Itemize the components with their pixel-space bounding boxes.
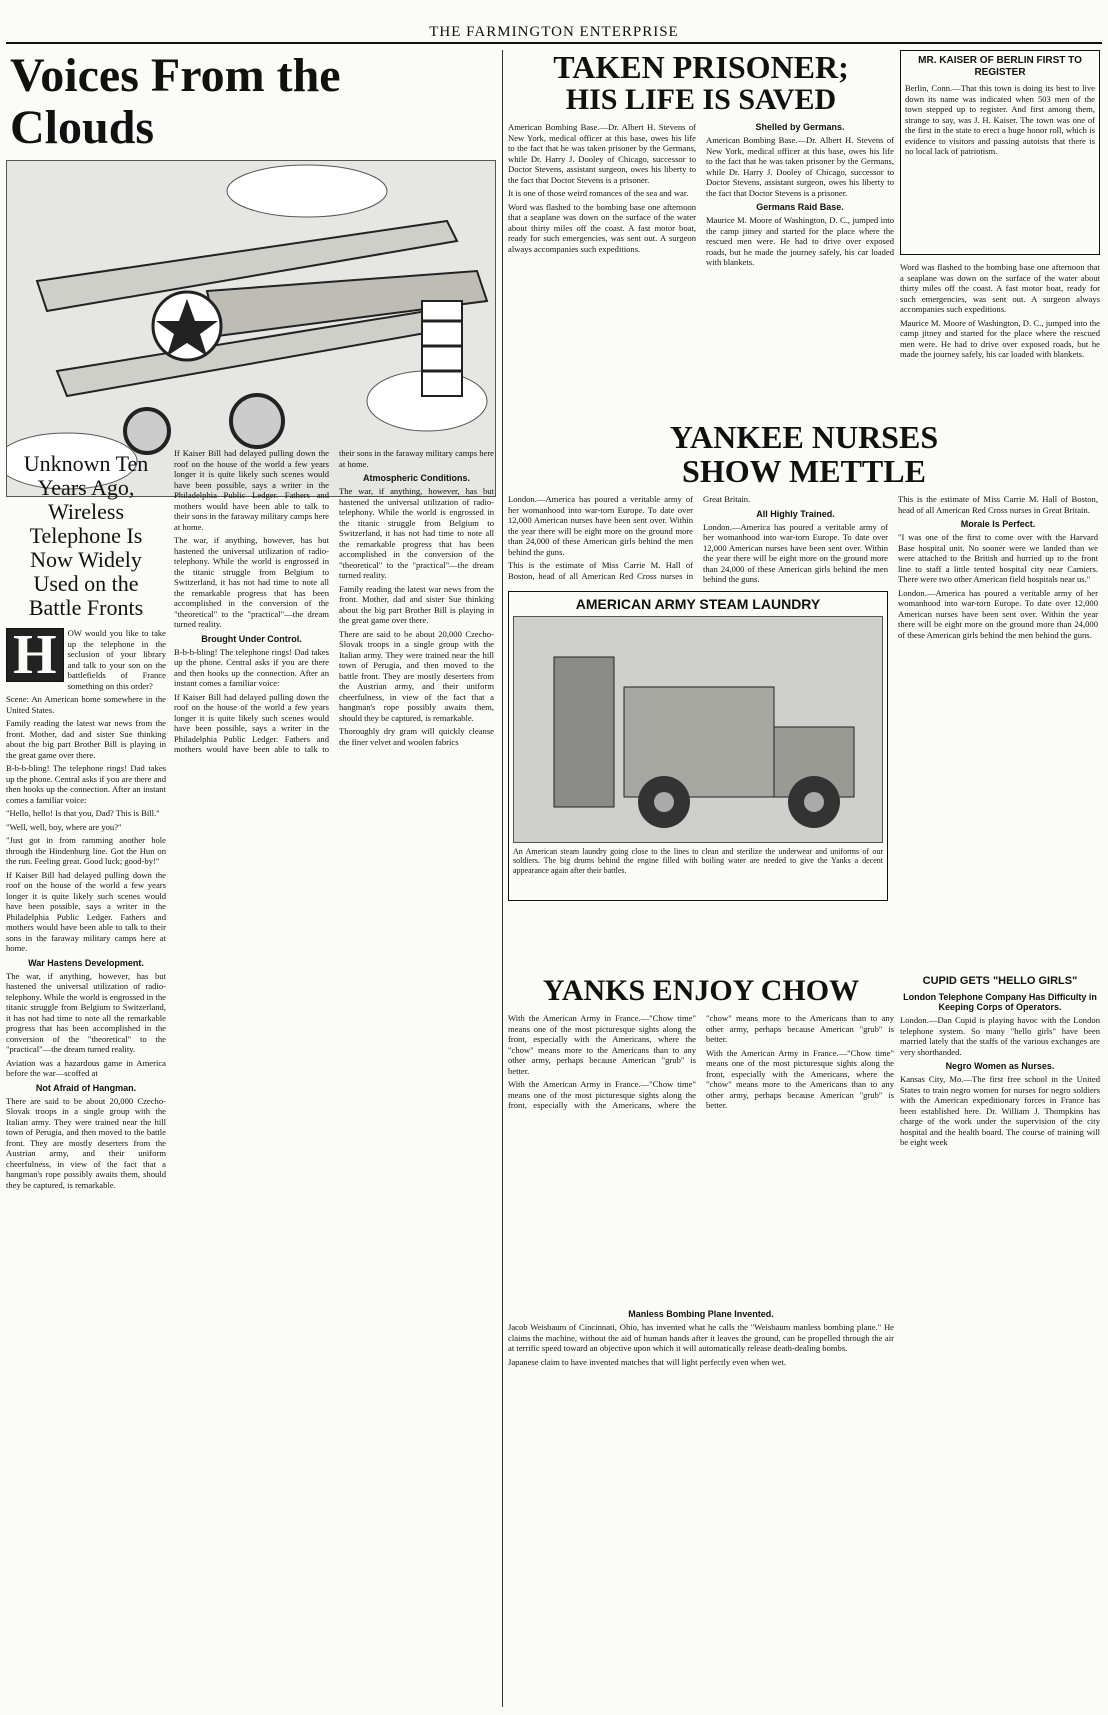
- voices-para: Family reading the latest war news from the front. Mother, dad and sister Sue thinking about the big part Brother Bill is playing in the great game over there.: [6, 718, 166, 760]
- prisoner-headline: TAKEN PRISONER;: [553, 50, 849, 85]
- cupid-deck: London Telephone Company Has Difficulty in Keeping Corps of Operators.: [903, 992, 1097, 1012]
- bomb-article: [508, 1305, 894, 1710]
- voices-para: The war, if anything, however, has but hastened the universal utilization of radio-telephony. While the world is engrossed in the titanic struggle from Belgium to Switzerland, it has not had time to note all the remarkable progress that has been accomplished in the conversion of the "theoretical" to the "practical"—the dream turned reality.: [6, 970, 166, 1054]
- voices-para: "Just got in from ramming another hole through the Hindenburg line. Got the Hun on the run. Feeling great. Good luck; good-by!": [6, 835, 166, 866]
- nurses-subhead: Morale Is Perfect.: [960, 519, 1036, 529]
- voices-para: There are said to be about 20,000 Czecho-Slovak troops in a single group with the Italian army. They were trained near the hill town of Perugia, and then moved to the battle front. They are mostly deserters from the Austrian army, and their uniform cheerfulness, in view of the fact that a hangman's rope possibly awaits them, should they be captured, is remarkable.: [339, 628, 494, 723]
- cupid-text-2: Kansas City, Mo.—The first free school in the United States to train negro women for nurses for negro soldiers with the American expeditionary forces in France has been established here. Dr. William J. Thompkins has charge of the work under the supervision of the city hospital and the health board. The course of training will be eight week: [900, 1074, 1100, 1147]
- prisoner-para: American Bombing Base.—Dr. Albert H. Stevens of New York, medical officer at this base, owes his life to the fact that he was taken prisoner by the Germans, while Dr. Harry J. Dooley of Chicago, successor to Doctor Stevens, assistant surgeon, owes his liberty to the fact that Doctor Stevens is a prisoner.: [706, 135, 894, 198]
- voices-left-column: [6, 448, 166, 1193]
- voices-right-columns: [174, 448, 494, 1709]
- masthead: [0, 0, 1108, 46]
- cupid-text: London.—Dan Cupid is playing havoc with the London telephone system. So many "hello girls" have been married lately that the staffs of the various exchanges are very shorthanded.: [900, 1015, 1100, 1057]
- chow-text: With the American Army in France.—"Chow time" means one of the most picturesque sights along the front, especially with the Americans, where the "chow" means more to the Americans than to any other army, perhaps because American "grub" is better.: [508, 1013, 894, 1110]
- voices-headline: Voices From the Clouds: [10, 50, 341, 154]
- nurses-para: This is the estimate of Miss Carrie M. Hall of Boston, head of all American Red Cross nurses in Great Britain.: [898, 494, 1098, 515]
- nurses-headline-2: SHOW METTLE: [682, 453, 926, 489]
- voices-para: The war, if anything, however, has but hastened the universal utilization of radio-telephony. While the world is engrossed in the titanic struggle from Belgium to Switzerland, it has not had time to note all the remarkable progress that has been accomplished in the conversion of the "theoretical" to the "practical"—the dream turned reality.: [174, 535, 329, 629]
- nurses-para: London.—America has poured a veritable army of her womanhood into war-torn Europe. To date over 12,000 American nurses have been sent over. Within the year there will be eight more on the ground more than 24,000 of these American girls behind the men behind the guns.: [508, 494, 693, 557]
- prisoner-continued: [900, 262, 1100, 417]
- laundry-photo: [513, 616, 883, 843]
- masthead-rule: [6, 42, 1102, 44]
- kaiser-headline: MR. KAISER OF BERLIN FIRST TO REGISTER: [918, 55, 1082, 78]
- prisoner-para: Maurice M. Moore of Washington, D. C., jumped into the camp jitney and started for the place where the rescued men were. He had to drive over exposed roads, but he made the journey safely, his car loaded with blankets.: [706, 215, 894, 267]
- nurses-article: [508, 420, 1100, 975]
- voices-para: "Well, well, boy, where are you?": [6, 821, 122, 832]
- voices-para: If Kaiser Bill had delayed pulling down the roof on the house of the world a few years longer it is quite likely such scenes would have been possible, says a writer in the Philadelphia Public Ledger. Fathers and mothers would have been able to talk to their sons in the faraway military camps here at home.: [174, 448, 494, 754]
- voices-para: B-b-b-bling! The telephone rings! Dad takes up the phone. Central asks if you are there and then hooks up the connection. After an instant comes a familiar voice:: [6, 763, 166, 805]
- voices-subtitle: Unknown Ten Years Ago, Wireless Telephone Is Now Widely Used on the Battle Fronts: [23, 451, 149, 620]
- chow-text: With the American Army in France.—"Chow time" means one of the most picturesque sights along the front, especially with the Americans, where the "chow" means more to the Americans than to any other army, perhaps because American "grub" is better.: [706, 1047, 894, 1110]
- bomb-headline: Manless Bombing Plane Invented.: [628, 1309, 774, 1319]
- nurses-para: "I was one of the first to come over with the Harvard Base hospital unit. No sooner were we landed than we were attached to the British and hurried up to the front line to staff a little tented hospital city near Camiers. There were two other American field hospitals near us.": [898, 532, 1098, 584]
- biplane-icon: [7, 161, 495, 496]
- voices-subhead: Brought Under Control.: [201, 633, 302, 644]
- newspaper-title: THE FARMINGTON ENTERPRISE: [429, 24, 679, 40]
- laundry-box: [508, 591, 888, 901]
- cupid-headline: CUPID GETS "HELLO GIRLS": [922, 975, 1078, 987]
- bomb-text-2: Japanese claim to have invented matches that will light perfectly even when wet.: [508, 1356, 787, 1367]
- prisoner-para: It is one of those weird romances of the sea and war.: [508, 188, 689, 198]
- voices-para: "Hello, hello! Is that you, Dad? This is Bill.": [6, 808, 160, 818]
- voices-para: B-b-b-bling! The telephone rings! Dad takes up the phone. Central asks if you are there and then hooks up the connection. After an instant comes a familiar voice:: [174, 646, 329, 688]
- prisoner-subhead: Germans Raid Base.: [756, 202, 844, 212]
- voices-para: Aviation was a hazardous game in America before the war—scoffed at: [6, 1057, 166, 1078]
- column-rule: [502, 50, 503, 1707]
- voices-subhead: Atmospheric Conditions.: [362, 473, 470, 483]
- prisoner-headline-2: HIS LIFE IS SAVED: [565, 83, 837, 116]
- nurses-subhead: All Highly Trained.: [756, 508, 835, 519]
- chow-headline: YANKS ENJOY CHOW: [542, 975, 860, 1007]
- prisoner-para: Word was flashed to the bombing base one afternoon that a seaplane was down on the surface of the water about thirty miles off the coast. A fast motor boat, ready for such emergencies, was sent out. A surgeon always accompanies such expeditions.: [508, 201, 696, 254]
- voices-para: The war, if anything, however, has but hastened the universal utilization of radio-telephony. While the world is engrossed in the titanic struggle from Belgium to Switzerland, it has not had time to note all the remarkable progress that has been accomplished in the conversion of the "theoretical" to the "practical"—the dream turned reality.: [339, 486, 494, 580]
- voices-para: There are said to be about 20,000 Czecho-Slovak troops in a single group with the Italian army. They were trained near the hill town of Perugia, and then moved to the battle front. They are mostly deserters from the Austrian army, and their uniform cheerfulness, in view of the fact that a hangman's rope possibly awaits them, should they be captured, is remarkable.: [6, 1095, 166, 1190]
- kaiser-box: [900, 50, 1100, 255]
- voices-intro: OW would you like to take up the telephone in the seclusion of your library and talk to your son on the battlefields of France something on this order?: [67, 628, 166, 691]
- laundry-caption: An American steam laundry going close to the lines to clean and sterilize the underwear and uniforms of our soldiers. The big drums behind the engine filled with boiling water are needed to give the Yanks a decent appearance again after their battles.: [513, 846, 883, 875]
- prisoner-subhead: Shelled by Germans.: [755, 122, 845, 132]
- voices-dropcap: H: [6, 628, 64, 682]
- nurses-para: This is the estimate of Miss Carrie M. Hall of Boston, head of all American Red Cross nurses in Great Britain.: [508, 494, 751, 581]
- nurses-para: London.—America has poured a veritable army of her womanhood into war-torn Europe. To date over 12,000 American nurses have been sent over. Within the year there will be eight more on the ground more than 24,000 of these American girls behind the men behind the guns.: [703, 521, 888, 584]
- chow-article: [508, 975, 894, 1305]
- voices-para: Scene: An American home somewhere in the United States.: [6, 694, 166, 715]
- voices-subhead: War Hastens Development.: [28, 957, 144, 968]
- biplane-illustration: [6, 160, 496, 497]
- kaiser-text: Berlin, Conn.—That this town is doing its best to live down its name was indicated when 503 men of the town stepped up to register. And first among them, strange to say, was J. H. Kaiser. The town was one of the first in the state to erect a huge honor roll, which is evidence to visitors and passing autoists that there is no local lack of patriotism.: [905, 83, 1095, 156]
- bomb-text: Jacob Weisbaum of Cincinnati, Ohio, has invented what he calls the "Weisbaum manless bombing plane." He claims the machine, without the aid of human hands after it leaves the ground, can be propelled through the air at terrific speed toward an objective upon which it will automatically release death-dealing bombs.: [508, 1322, 894, 1353]
- voices-para: If Kaiser Bill had delayed pulling down the roof on the house of the world a few years longer it is quite likely such scenes would have been possible, says a writer in the Philadelphia Public Ledger. Fathers and mothers would have been able to talk to their sons in the faraway military camps here at home.: [6, 869, 166, 953]
- nurses-para: London.—America has poured a veritable army of her womanhood into war-torn Europe. To date over 12,000 American nurses have been sent over. Within the year there will be eight more on the ground more than 24,000 of these American girls behind the men behind the guns.: [898, 587, 1098, 640]
- prisoner-para: Word was flashed to the bombing base one afternoon that a seaplane was down on the surface of the water about thirty miles off the coast. A fast motor boat, ready for such emergencies, was sent out. A surgeon always accompanies such expeditions.: [900, 262, 1100, 314]
- voices-para: If Kaiser Bill had delayed pulling down the roof on the house of the world a few years longer it is quite likely such scenes would have been possible, says a writer in the Philadelphia Public Ledger. Fathers and mothers would have been able to talk to their sons in the faraway military camps here at home.: [174, 448, 329, 532]
- voices-para: Family reading the latest war news from the front. Mother, dad and sister Sue thinking about the big part Brother Bill is playing in the great game over there.: [339, 583, 494, 625]
- prisoner-para: American Bombing Base.—Dr. Albert H. Stevens of New York, medical officer at this base, owes his life to the fact that he was taken prisoner by the Germans, while Dr. Harry J. Dooley of Chicago, successor to Doctor Stevens, assistant surgeon, owes his liberty to the fact that Doctor Stevens is a prisoner.: [508, 122, 696, 185]
- cupid-subhead: Negro Women as Nurses.: [945, 1061, 1055, 1071]
- voices-article: [6, 50, 496, 1709]
- prisoner-para: Maurice M. Moore of Washington, D. C., jumped into the camp jitney and started for the place where the rescued men were. He had to drive over exposed roads, but he made the journey safely, his car loaded with blankets.: [900, 317, 1100, 359]
- steam-laundry-truck-icon: [514, 617, 883, 842]
- laundry-headline: AMERICAN ARMY STEAM LAUNDRY: [575, 595, 821, 612]
- nurses-headline: YANKEE NURSES: [669, 420, 939, 455]
- prisoner-article: [508, 50, 894, 415]
- chow-text: With the American Army in France.—"Chow time" means one of the most picturesque sights along the front, especially with the Americans, where the "chow" means more to the Americans than to any other army, perhaps because American "grub" is better.: [508, 1013, 696, 1076]
- voices-subhead: Not Afraid of Hangman.: [35, 1082, 137, 1093]
- voices-para: Thoroughly dry gram will quickly cleanse the finer velvet and woolen fabrics: [339, 726, 494, 747]
- cupid-article: [900, 975, 1100, 1305]
